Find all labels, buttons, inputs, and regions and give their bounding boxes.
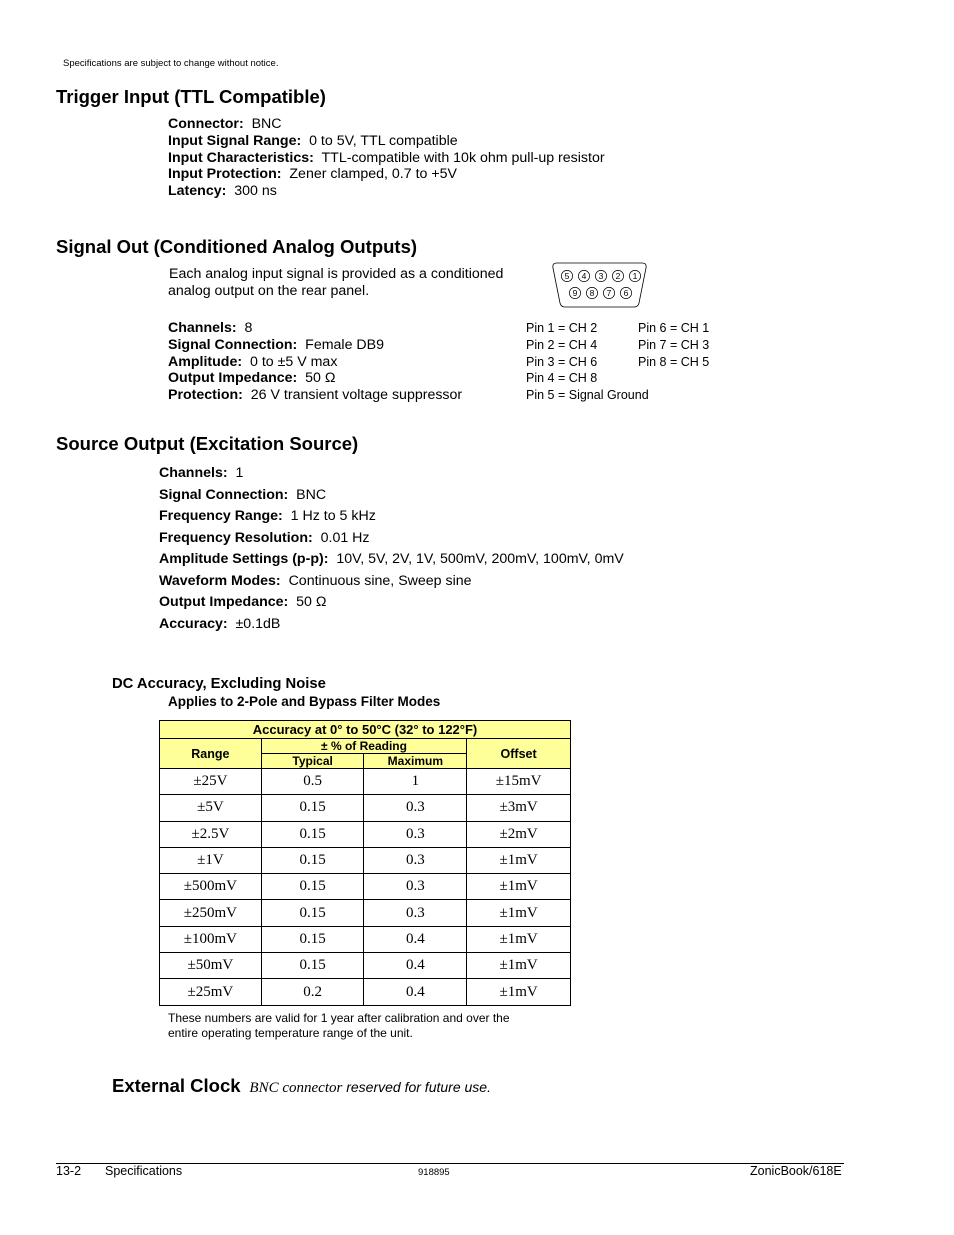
table-row: ±25mV 0.2 0.4 ±1mV — [160, 979, 571, 1005]
dc-accuracy-subtitle: Applies to 2-Pole and Bypass Filter Modes — [168, 694, 441, 709]
spec-row: Frequency Range: 1 Hz to 5 kHz — [159, 508, 376, 524]
col-maximum-header: Maximum — [364, 754, 467, 769]
pin-assignment: Pin 1 = CH 2 — [526, 321, 598, 335]
change-notice: Specifications are subject to change without notice. — [63, 58, 279, 69]
external-clock-section — [112, 1075, 491, 1097]
pin-label: 6 — [623, 288, 629, 298]
spec-row: Latency: 300 ns — [168, 183, 277, 200]
signal-out-description: Each analog input signal is provided as a conditioned analog output on the rear panel. — [168, 266, 504, 299]
footer-product: ZonicBook/618E — [750, 1164, 842, 1178]
table-row: ±500mV 0.15 0.3 ±1mV — [160, 874, 571, 900]
table-row: ±2.5V 0.15 0.3 ±2mV — [160, 821, 571, 847]
table-row: ±100mV 0.15 0.4 ±1mV — [160, 926, 571, 952]
source-output-heading: Source Output (Excitation Source) — [56, 433, 359, 454]
spec-row: Connector: BNC — [168, 116, 282, 132]
table-row: ±1V 0.15 0.3 ±1mV — [160, 847, 571, 873]
col-range-header: Range — [160, 739, 262, 769]
pin-label: 5 — [564, 271, 570, 281]
spec-row: Amplitude Settings (p-p): 10V, 5V, 2V, 1V, 500mV, 200mV, 100mV, 0mV — [159, 551, 624, 567]
spec-row: Signal Connection: BNC — [159, 486, 327, 503]
pin-assignment: Pin 6 = CH 1 — [638, 321, 710, 335]
spec-row: Channels: 8 — [168, 320, 253, 336]
pin-assignment: Pin 2 = CH 4 — [526, 337, 598, 352]
col-offset-header: Offset — [467, 739, 571, 769]
pinout-column-1 — [526, 320, 649, 404]
spec-row: Amplitude: 0 to ±5 V max — [168, 353, 338, 370]
spec-row: Output Impedance: 50 Ω — [168, 370, 336, 387]
spec-row: Input Signal Range: 0 to 5V, TTL compatible — [168, 132, 458, 149]
spec-row: Accuracy: ±0.1dB — [159, 615, 281, 632]
trigger-heading: Trigger Input (TTL Compatible) — [56, 86, 326, 107]
spec-row: Output Impedance: 50 Ω — [159, 594, 327, 610]
footer-page-number: 13-2 — [56, 1164, 82, 1178]
dc-accuracy-table — [159, 720, 571, 1006]
pin-assignment: Pin 4 = CH 8 — [526, 371, 598, 386]
footer-doc-number: 918895 — [418, 1167, 450, 1178]
pin-label: 3 — [598, 271, 604, 281]
pin-label: 1 — [632, 271, 638, 281]
external-clock-heading: External Clock — [112, 1075, 241, 1096]
col-typical-header: Typical — [261, 754, 364, 769]
pin-assignment: Pin 8 = CH 5 — [638, 354, 710, 369]
db9-connector-diagram — [551, 262, 648, 308]
signal-out-heading: Signal Out (Conditioned Analog Outputs) — [56, 236, 418, 257]
table-row: ±50mV 0.15 0.4 ±1mV — [160, 953, 571, 979]
pin-assignment: Pin 5 = Signal Ground — [526, 388, 649, 403]
spec-row: Channels: 1 — [159, 465, 244, 481]
footer-section: Specifications — [105, 1164, 183, 1178]
pin-label: 2 — [615, 271, 621, 281]
signal-out-spec-list — [168, 320, 462, 404]
pin-assignment: Pin 7 = CH 3 — [638, 337, 710, 352]
col-reading-header: ± % of Reading — [261, 739, 466, 754]
pin-label: 7 — [606, 288, 612, 298]
source-output-spec-list — [159, 463, 624, 635]
spec-row: Waveform Modes: Continuous sine, Sweep sine — [159, 572, 472, 589]
table-row: ±250mV 0.15 0.3 ±1mV — [160, 900, 571, 926]
spec-row: Protection: 26 V transient voltage suppressor — [168, 387, 463, 404]
external-clock-text: reserved for future use. — [342, 1079, 491, 1095]
table-row: ±5V 0.15 0.3 ±3mV — [160, 795, 571, 821]
table-note: These numbers are valid for 1 year after calibration and over the entire operating temperature range of the unit. — [168, 1011, 510, 1040]
table-title: Accuracy at 0° to 50°C (32° to 122°F) — [160, 721, 571, 739]
pin-label: 4 — [581, 271, 587, 281]
external-clock-text-serif: BNC connector — [249, 1080, 343, 1096]
table-row: ±25V 0.5 1 ±15mV — [160, 769, 571, 795]
spec-row: Input Characteristics: TTL-compatible with 10k ohm pull-up resistor — [168, 149, 605, 166]
spec-row: Input Protection: Zener clamped, 0.7 to +5V — [168, 166, 457, 183]
pin-assignment: Pin 3 = CH 6 — [526, 354, 598, 369]
pinout-column-2 — [638, 320, 709, 370]
pin-label: 9 — [572, 288, 578, 298]
trigger-spec-list — [168, 116, 605, 200]
dc-accuracy-heading: DC Accuracy, Excluding Noise — [112, 676, 326, 692]
pin-label: 8 — [589, 288, 595, 298]
spec-row: Frequency Resolution: 0.01 Hz — [159, 529, 370, 546]
spec-row: Signal Connection: Female DB9 — [168, 336, 385, 353]
